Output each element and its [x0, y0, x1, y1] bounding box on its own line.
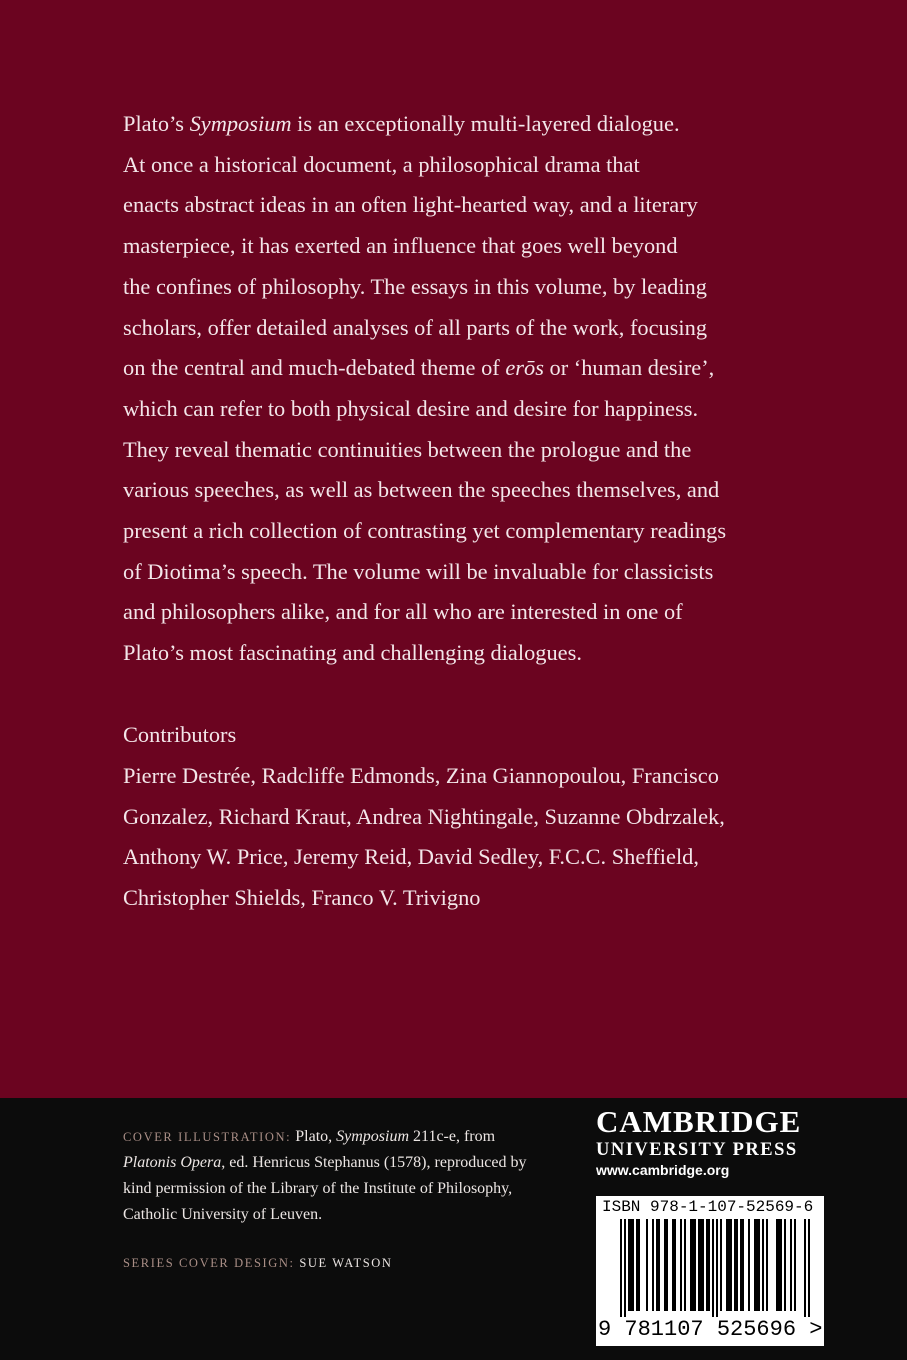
- barcode-bar: [666, 1219, 668, 1311]
- publisher-name: CAMBRIDGE: [596, 1104, 802, 1139]
- barcode-bar: [804, 1219, 806, 1317]
- barcode-bar: [624, 1219, 626, 1317]
- isbn-text: ISBN 978-1-107-52569-6: [602, 1198, 814, 1216]
- barcode-bar: [734, 1219, 736, 1311]
- barcode-bar: [790, 1219, 792, 1311]
- contributors-heading: Contributors: [123, 722, 237, 747]
- barcode-bar: [794, 1219, 796, 1311]
- barcode-bar: [784, 1219, 786, 1311]
- barcode-bar: [664, 1219, 666, 1311]
- barcode-bar: [712, 1219, 714, 1317]
- barcode-bar: [720, 1219, 722, 1311]
- contributors-line: Pierre Destrée, Radcliffe Edmonds, Zina Giannopoulou, Francisco: [123, 763, 719, 788]
- barcode-bar: [748, 1219, 750, 1311]
- barcode-bar: [756, 1219, 758, 1311]
- series-label: SERIES COVER DESIGN:: [123, 1256, 295, 1270]
- barcode-bar: [706, 1219, 708, 1311]
- credit-italic: Platonis Opera: [123, 1154, 222, 1171]
- barcode-icon: [602, 1219, 818, 1317]
- barcode-digits: 9 781107 525696 >: [598, 1317, 823, 1342]
- blurb-line: At once a historical document, a philosophical drama that: [123, 151, 640, 177]
- description-blurb: [123, 104, 803, 674]
- barcode-bar: [776, 1219, 778, 1311]
- blurb-line: the confines of philosophy. The essays in this volume, by leading: [123, 273, 707, 299]
- barcode-bar: [646, 1219, 648, 1311]
- publisher-subtitle: UNIVERSITY PRESS: [596, 1140, 798, 1160]
- credit-line: kind permission of the Library of the Institute of Philosophy,: [123, 1180, 513, 1197]
- barcode-bar: [758, 1219, 760, 1311]
- series-design-credit: [123, 1250, 393, 1276]
- barcode-bar: [740, 1219, 742, 1311]
- blurb-line: enacts abstract ideas in an often light-hearted way, and a literary: [123, 192, 698, 218]
- barcode-bar: [742, 1219, 744, 1311]
- credit-line: Catholic University of Leuven.: [123, 1206, 323, 1223]
- blurb-line: Plato’s most fascinating and challenging dialogues.: [123, 640, 582, 666]
- barcode-bar: [728, 1219, 730, 1311]
- barcode-bar: [630, 1219, 632, 1311]
- blurb-line: various speeches, as well as between the speeches themselves, and: [123, 477, 720, 503]
- barcode-bar: [632, 1219, 634, 1311]
- barcode-bar: [684, 1219, 686, 1311]
- blurb-line: which can refer to both physical desire and desire for happiness.: [123, 395, 699, 421]
- credit-italic: Symposium: [336, 1128, 410, 1145]
- barcode-bar: [778, 1219, 780, 1311]
- barcode-bar: [658, 1219, 660, 1311]
- barcode-bar: [690, 1219, 692, 1311]
- barcode-bar: [700, 1219, 702, 1311]
- contributors-list: [123, 756, 803, 919]
- barcode-bar: [672, 1219, 674, 1311]
- credit-line: COVER ILLUSTRATION: Plato, Symposium 211c-e, from: [123, 1128, 496, 1145]
- barcode-bar: [726, 1219, 728, 1311]
- barcode-bar: [780, 1219, 782, 1311]
- contributors-line: Christopher Shields, Franco V. Trivigno: [123, 885, 481, 911]
- blurb-line: and philosophers alike, and for all who are interested in one of: [123, 599, 683, 625]
- barcode-bar: [692, 1219, 694, 1311]
- barcode-bar: [674, 1219, 676, 1311]
- barcode-bar: [680, 1219, 682, 1311]
- blurb-line: scholars, offer detailed analyses of all parts of the work, focusing: [123, 314, 708, 340]
- barcode-bar: [652, 1219, 654, 1311]
- barcode-bar: [656, 1219, 658, 1311]
- blurb-title-italic: Symposium: [189, 111, 292, 136]
- publisher-logo: [596, 1104, 824, 1180]
- blurb-line: present a rich collection of contrasting yet complementary readings: [123, 518, 727, 544]
- barcode-bar: [730, 1219, 732, 1311]
- barcode-panel: [596, 1196, 824, 1346]
- barcode-bar: [702, 1219, 704, 1311]
- barcode-bar: [808, 1219, 810, 1317]
- barcode-bar: [766, 1219, 768, 1311]
- cover-illustration-credit: [123, 1124, 583, 1228]
- contributors-line: Anthony W. Price, Jeremy Reid, David Sedley, F.C.C. Sheffield,: [123, 844, 699, 870]
- barcode-bar: [716, 1219, 718, 1317]
- blurb-line: They reveal thematic continuities between the prologue and the: [123, 436, 692, 462]
- series-designer: SUE WATSON: [299, 1256, 393, 1270]
- publisher-url: www.cambridge.org: [596, 1162, 730, 1178]
- blurb-line: of Diotima’s speech. The volume will be invaluable for classicists: [123, 558, 714, 584]
- barcode-bar: [694, 1219, 696, 1311]
- blurb-line: on the central and much-debated theme of erōs or ‘human desire’,: [123, 355, 715, 381]
- barcode-bar: [698, 1219, 700, 1311]
- contributors-line: Gonzalez, Richard Kraut, Andrea Nightingale, Suzanne Obdrzalek,: [123, 803, 725, 829]
- credit-label: COVER ILLUSTRATION:: [123, 1130, 292, 1144]
- barcode-bar: [736, 1219, 738, 1311]
- barcode-bar: [628, 1219, 630, 1311]
- barcode-bar: [636, 1219, 638, 1311]
- barcode-bar: [638, 1219, 640, 1311]
- barcode-bar: [708, 1219, 710, 1311]
- blurb-line: Plato’s Symposium is an exceptionally multi-layered dialogue.: [123, 111, 680, 136]
- eros-italic: erōs: [505, 355, 544, 381]
- blurb-line: masterpiece, it has exerted an influence that goes well beyond: [123, 233, 678, 259]
- barcode-bar: [620, 1219, 622, 1317]
- barcode-bar: [754, 1219, 756, 1311]
- credit-line: Platonis Opera, ed. Henricus Stephanus (1578), reproduced by: [123, 1154, 527, 1171]
- barcode-bar: [762, 1219, 764, 1311]
